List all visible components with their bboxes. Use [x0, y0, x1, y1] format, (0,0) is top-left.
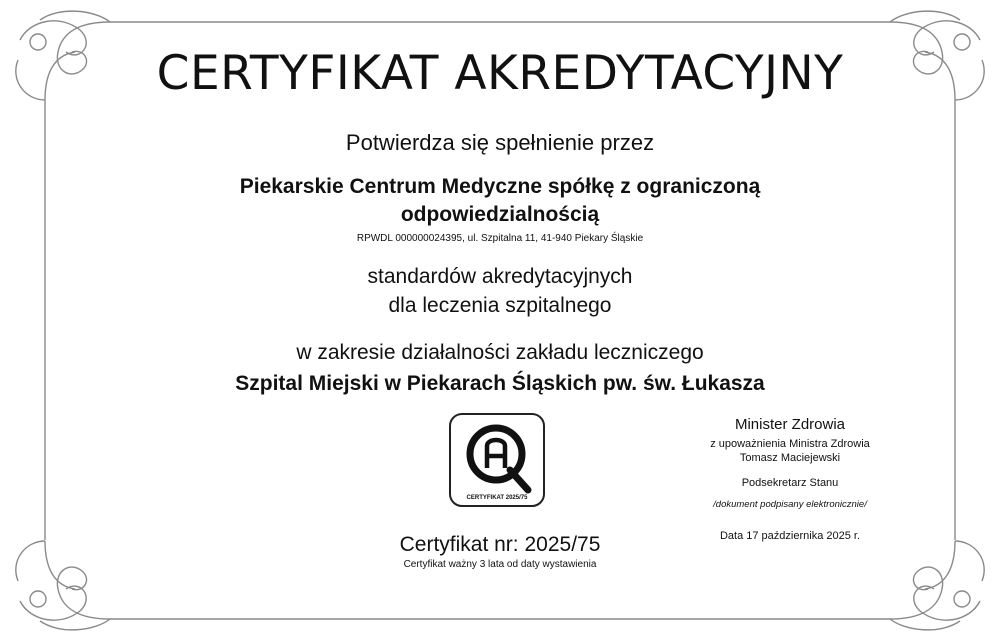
- confirmation-text: Potwierdza się spełnienie przez: [345, 130, 655, 155]
- corner-flourish-bottom-left: [16, 541, 110, 630]
- scope-text: w zakresie działalności zakładu leczniczego: [296, 341, 704, 364]
- accreditation-seal-icon: [448, 412, 546, 508]
- organization-name-line-1: Piekarskie Centrum Medyczne spółkę z ograniczoną: [239, 175, 761, 198]
- electronic-signature-note: /dokument podpisany elektronicznie/: [713, 499, 867, 510]
- issue-date: Data 17 października 2025 r.: [719, 530, 861, 542]
- signatory-position: Podsekretarz Stanu: [741, 477, 839, 489]
- facility-name: Szpital Miejski w Piekarach Śląskich pw. św. Łukasza: [235, 372, 765, 395]
- signatory-authorization: z upoważnienia Ministra Zdrowia: [710, 438, 870, 450]
- standards-text: [0, 262, 1000, 320]
- certificate-validity: Certyfikat ważny 3 lata od daty wystawienia: [403, 559, 597, 570]
- seal-caption: CERTYFIKAT 2025/75: [466, 495, 528, 501]
- signatory-minister: Minister Zdrowia: [734, 416, 846, 433]
- organization-name: [0, 173, 1000, 229]
- registry-info: RPWDL 000000024395, ul. Szpitalna 11, 41-940 Piekary Śląskie: [356, 233, 644, 244]
- certificate-title: CERTYFIKAT AKREDYTACYJNY: [156, 46, 844, 101]
- standards-line-2: dla leczenia szpitalnego: [388, 294, 612, 317]
- certificate-number: Certyfikat nr: 2025/75: [399, 533, 601, 556]
- organization-name-line-2: odpowiedzialnością: [400, 203, 600, 226]
- corner-flourish-bottom-right: [890, 541, 984, 630]
- signatory-name: Tomasz Maciejewski: [739, 452, 841, 464]
- standards-line-1: standardów akredytacyjnych: [367, 265, 633, 288]
